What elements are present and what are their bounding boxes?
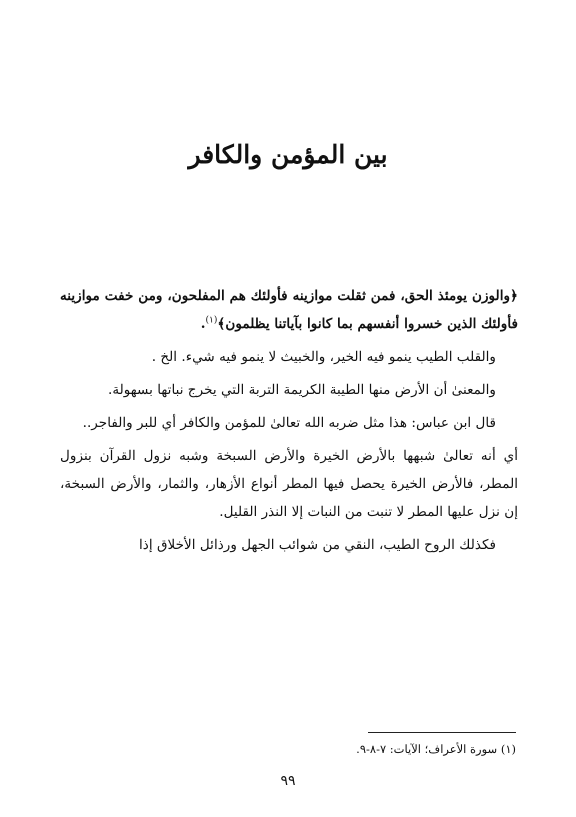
verse-end-mark: .	[200, 316, 206, 332]
quran-verse-paragraph	[60, 282, 518, 338]
footnote: (١) سورة الأعراف؛ الآيات: ٧-٨-٩.	[356, 742, 516, 756]
quran-verse: ﴿والوزن يومئذ الحق، فمن ثقلت موازينه فأولئك هم المفلحون، ومن خفت موازينه فأولئك الذين خسروا أنفسهم بما كانوا بآياتنا يظلمون﴾	[60, 288, 518, 332]
footnote-reference: (١)	[205, 315, 218, 326]
paragraph-4: قال ابن عباس: هذا مثل ضربه الله تعالىٰ للمؤمن والكافر أي للبر والفاجر..	[82, 415, 496, 431]
page-number: ٩٩	[280, 773, 296, 789]
paragraph-6: فكذلك الروح الطيب، النقي من شوائب الجهل ورذائل الأخلاق إذا	[139, 537, 496, 553]
paragraph-2: والقلب الطيب ينمو فيه الخير، والخبيث لا ينمو فيه شيء. الخ .	[151, 349, 496, 365]
chapter-title: بين المؤمن والكافر	[188, 140, 388, 169]
body-text	[60, 282, 518, 564]
paragraph-3: والمعنىٰ أن الأرض منها الطيبة الكريمة التربة التي يخرج نباتها بسهولة.	[108, 382, 496, 398]
footnote-divider	[368, 732, 516, 733]
paragraph-5: أي أنه تعالىٰ شبهها بالأرض الخيرة والأرض السبخة وشبه نزول القرآن بنزول المطر، فالأرض الخيرة يحصل فيها المطر أنواع الأزهار، والثمار، والأرض السبخة، إن نزل عليها المطر لا تنبت من النبات إلا النذر القليل.	[60, 448, 518, 520]
